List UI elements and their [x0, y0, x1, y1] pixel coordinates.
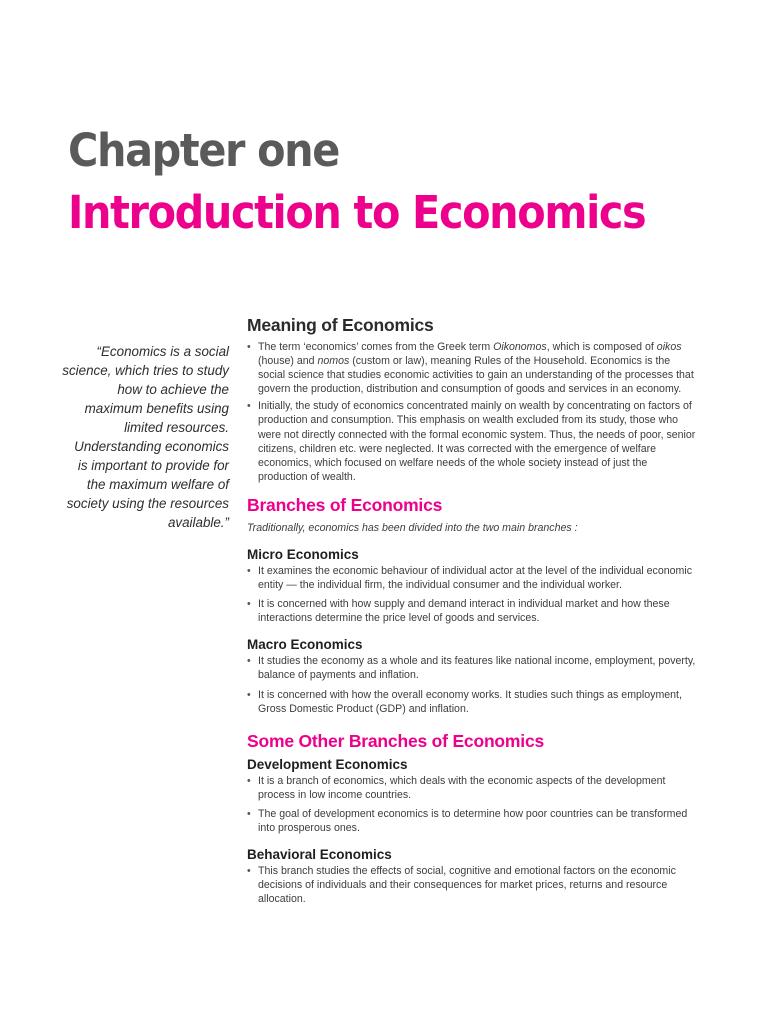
section-heading-meaning: Meaning of Economics [247, 315, 434, 335]
list-item: • Initially, the study of economics concentrated mainly on wealth by concentrating on factors of production and consumption. This emphasis on wealth excluded from its study, those who were not directly connected with the formal economic system. Thus, the needs of poor, senior citizens, children etc. were neglected. It was corrected with the emergence of welfare economics, which focused on welfare needs of the whole society instead of just the production of wealth. [247, 399, 697, 484]
list-item: • It is concerned with how supply and demand interact in individual market and how these interactions determine the price level of goods and services. [247, 597, 697, 625]
section-heading-other-branches: Some Other Branches of Economics [247, 730, 545, 751]
micro-list [247, 564, 697, 625]
macro-list [247, 654, 697, 715]
greek-term: oikos [656, 341, 682, 353]
list-item: • It is a branch of economics, which deals with the economic aspects of the development process in low income countries. [247, 774, 697, 802]
meaning-list [247, 340, 697, 484]
subheading-micro: Micro Economics [247, 546, 359, 562]
text-run: , which is composed of [546, 341, 657, 353]
chapter-subtitle: Introduction to Economics [68, 186, 646, 239]
list-item [247, 340, 697, 396]
list-item: • It examines the economic behaviour of individual actor at the level of the individual economic entity — the individual firm, the individual consumer and the individual worker. [247, 564, 697, 592]
greek-term: Oikonomos [493, 341, 547, 353]
behavioral-list [247, 864, 697, 906]
list-item: • This branch studies the effects of social, cognitive and emotional factors on the economic decisions of individuals and their consequences for market prices, returns and resource allocation. [247, 864, 697, 906]
branches-intro: Traditionally, economics has been divided into the two main branches : [247, 521, 578, 534]
chapter-title: Chapter one [68, 124, 339, 177]
list-item: • The goal of development economics is to determine how poor countries can be transformed into prosperous ones. [247, 807, 697, 835]
section-heading-branches: Branches of Economics [247, 494, 443, 515]
text-run: (custom or law), meaning Rules of the Household. Economics is the social science that studies economic activities to gain an understanding of the processes that govern the production, distribution and consumption of goods and services in an economy. [258, 355, 694, 396]
sidebar-quote: “Economics is a social science, which tries to study how to achieve the maximum benefits using limited resources. Understanding economics is important to provide for the maximum welfare of society using the resources available.” [62, 344, 229, 530]
subheading-behavioral: Behavioral Economics [247, 847, 392, 863]
greek-term: nomos [317, 355, 350, 368]
development-list [247, 774, 697, 835]
main-content [247, 314, 697, 906]
list-item: • It is concerned with how the overall economy works. It studies such things as employment, Gross Domestic Product (GDP) and inflation. [247, 688, 697, 716]
text-run: The term ‘economics’ comes from the Greek term [258, 341, 494, 353]
text-run: (house) and [258, 355, 318, 368]
list-item: • It studies the economy as a whole and its features like national income, employment, poverty, balance of payments and inflation. [247, 654, 697, 682]
subheading-development: Development Economics [247, 756, 408, 772]
subheading-macro: Macro Economics [247, 637, 363, 653]
